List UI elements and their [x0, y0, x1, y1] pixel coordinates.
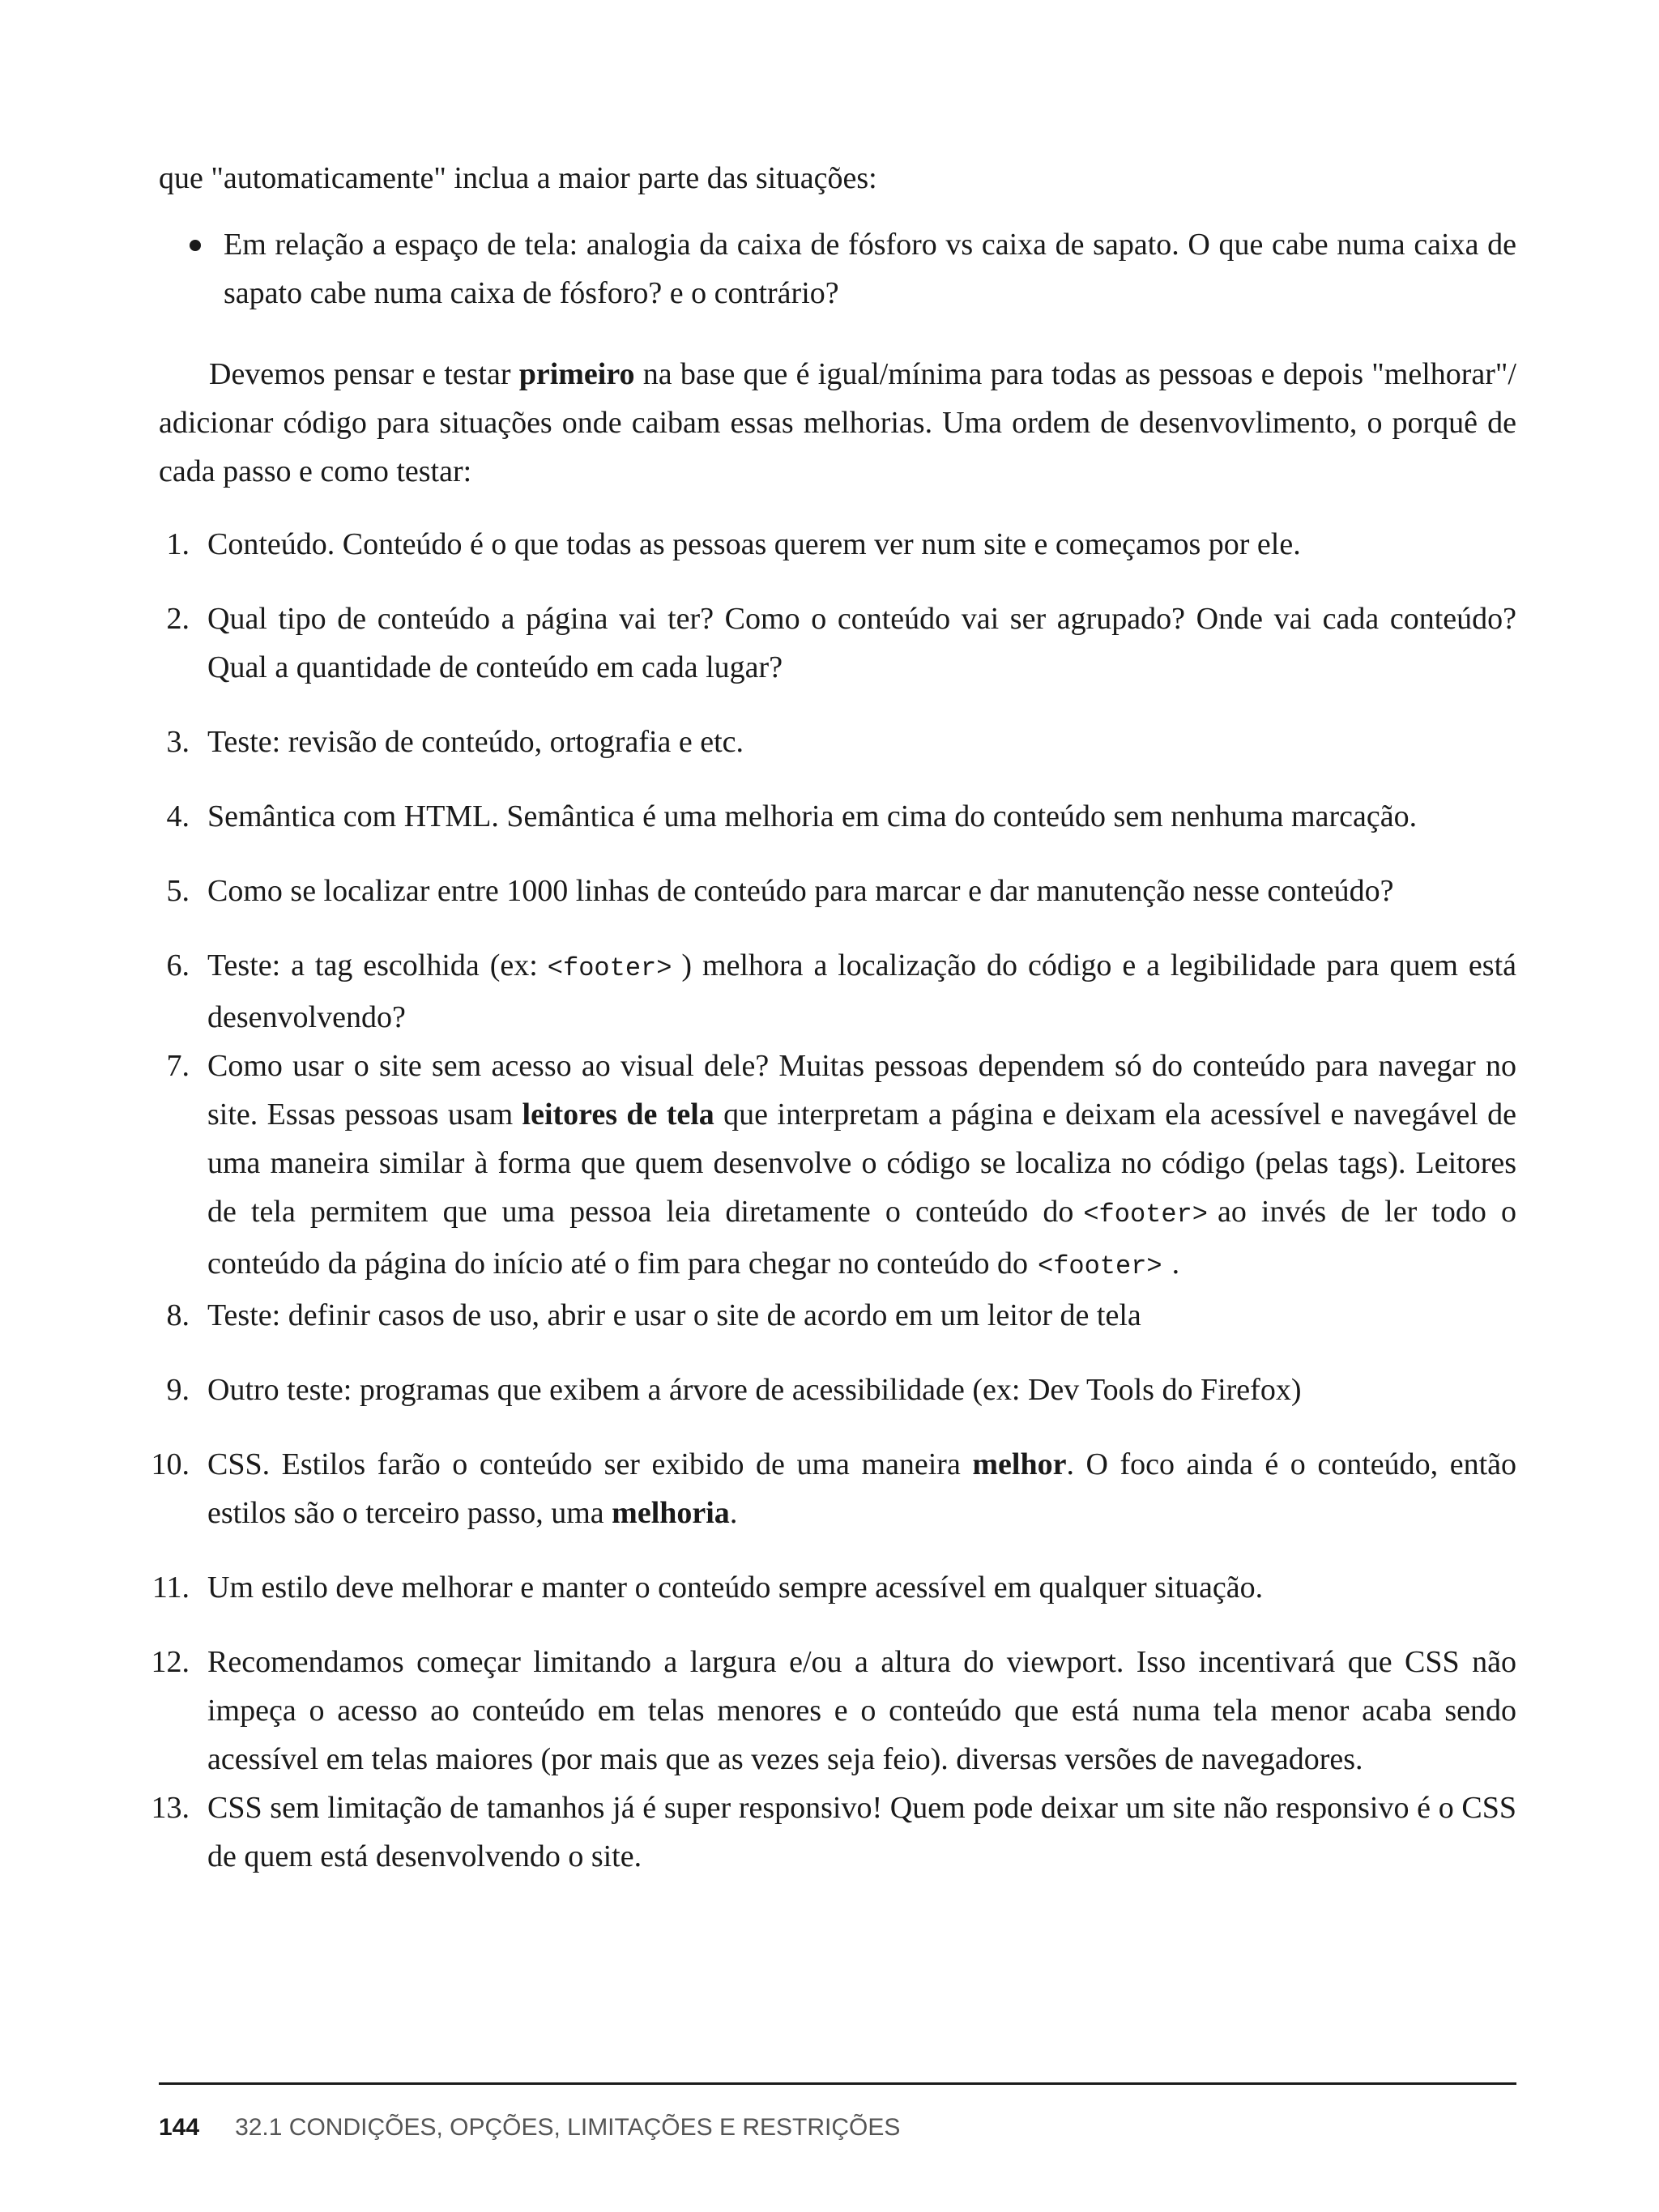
- list-item-7: [159, 1042, 1516, 1291]
- list-item-1: [159, 520, 1516, 569]
- bullet-item: Em relação a espaço de tela: analogia da caixa de fósforo vs caixa de sapato. O que cabe numa caixa de sapato cabe numa caixa de fósforo? e o contrário?: [224, 220, 1516, 318]
- list-number: 9.: [166, 1373, 190, 1407]
- section-title: 32.1 CONDIÇÕES, OPÇÕES, LIMITAÇÕES E RESTRIÇÕES: [235, 2114, 901, 2141]
- list-item-text: Teste: a tag escolhida (ex:: [207, 948, 538, 982]
- paragraph-text-end: na base que é igual/mínima para todas as pessoas e depois "melhorar"/ adicionar código para situações onde caibam essas melhorias. Uma ordem de desenvovlimento, o porquê de cada passo e como testar:: [159, 357, 1516, 488]
- bold-text: melhor: [972, 1447, 1067, 1481]
- list-item-10: [151, 1440, 1516, 1537]
- list-item-4: [159, 792, 1516, 841]
- list-item-text: Semântica com HTML. Semântica é uma melhoria em cima do conteúdo sem nenhuma marcação.: [207, 799, 1418, 833]
- page-footer: [159, 2114, 900, 2142]
- list-item-9: [159, 1366, 1516, 1414]
- paragraph-bold-text: primeiro: [518, 357, 635, 391]
- bold-text: melhoria: [612, 1496, 730, 1530]
- bold-text: leitores de tela: [522, 1097, 714, 1132]
- list-item-text: Como se localizar entre 1000 linhas de conteúdo para marcar e dar manutenção nesse conteúdo?: [207, 874, 1394, 908]
- list-item-3: [159, 718, 1516, 766]
- page-number: 144: [159, 2114, 200, 2141]
- list-item-text: Um estilo deve melhorar e manter o conteúdo sempre acessível em qualquer situação.: [207, 1571, 1264, 1605]
- inline-code: <footer>: [1083, 1200, 1208, 1230]
- list-item-5: [159, 867, 1516, 915]
- list-item-text: CSS sem limitação de tamanhos já é super responsivo! Quem pode deixar um site não responsivo é o CSS de quem está desenvolvendo o site.: [207, 1791, 1516, 1873]
- list-item-text: .: [1171, 1247, 1180, 1281]
- intro-line: que "automaticamente" inclua a maior parte das situações:: [159, 161, 877, 195]
- list-item-13: [151, 1784, 1516, 1881]
- list-item-text: Teste: revisão de conteúdo, ortografia e etc.: [207, 725, 744, 759]
- list-number: 3.: [166, 725, 190, 759]
- list-item-text: Como usar o site sem acesso ao visual dele? Muitas pessoas dependem só do conteúdo para navegar no site. Essas pessoas usam: [207, 1049, 1516, 1132]
- page-content: [151, 154, 1516, 1881]
- list-item-text: Teste: definir casos de uso, abrir e usar o site de acordo em um leitor de tela: [207, 1298, 1141, 1332]
- footer-divider: [159, 2082, 1516, 2085]
- list-item-text: que interpretam a página e deixam ela acessível e navegável de uma maneira similar à forma que quem desenvolve o código se localiza no código (pelas tags). Leitores de tela permitem que uma pessoa leia diretamente o conteúdo do: [207, 1097, 1516, 1229]
- list-item-8: [159, 1291, 1516, 1340]
- list-item-12: [151, 1638, 1516, 1784]
- bullet-list: [159, 220, 1516, 318]
- list-item-text: Conteúdo. Conteúdo é o que todas as pessoas querem ver num site e começamos por ele.: [207, 527, 1301, 561]
- list-number: 11.: [151, 1571, 190, 1605]
- list-item-6: [159, 941, 1516, 1042]
- paragraph-text-start: Devemos pensar e testar: [209, 357, 519, 391]
- list-number: 5.: [166, 874, 190, 908]
- list-item-text: Recomendamos começar limitando a largura e/ou a altura do viewport. Isso incentivará que CSS não impeça o acesso ao conteúdo em telas menores e o conteúdo que está numa tela menor acaba sendo acessível em telas maiores (por mais que as vezes seja feio). diversas versões de navegadores.: [207, 1645, 1516, 1776]
- list-number: 4.: [166, 799, 190, 833]
- numbered-list: [151, 520, 1516, 1881]
- inline-code: <footer>: [547, 953, 672, 983]
- list-number: 13.: [151, 1791, 190, 1825]
- list-item-text: CSS. Estilos farão o conteúdo ser exibido de uma maneira: [207, 1447, 973, 1481]
- paragraph: [159, 350, 1516, 496]
- list-number: 1.: [166, 527, 190, 561]
- list-item-text: ) melhora a localização do código e a legibilidade para quem está desenvolvendo?: [207, 948, 1516, 1034]
- list-number: 7.: [166, 1049, 190, 1083]
- list-number: 6.: [166, 948, 190, 982]
- list-item-text: . O foco ainda é o conteúdo, então estilos são o terceiro passo, uma: [207, 1447, 1516, 1530]
- list-number: 12.: [151, 1645, 190, 1679]
- list-item-2: [159, 595, 1516, 692]
- list-item-text: Outro teste: programas que exibem a árvore de acessibilidade (ex: Dev Tools do Firefox): [207, 1373, 1302, 1407]
- list-number: 2.: [166, 602, 190, 636]
- list-number: 8.: [166, 1298, 190, 1332]
- list-item-text: Qual tipo de conteúdo a página vai ter? Como o conteúdo vai ser agrupado? Onde vai cada conteúdo? Qual a quantidade de conteúdo em cada lugar?: [207, 602, 1516, 684]
- list-item-text: ao invés de ler todo o conteúdo da página do início até o fim para chegar no conteúdo do: [207, 1195, 1516, 1281]
- list-item-text: .: [729, 1496, 738, 1530]
- list-number: 10.: [151, 1447, 190, 1481]
- inline-code: <footer>: [1037, 1251, 1162, 1281]
- list-item-11: [151, 1563, 1516, 1612]
